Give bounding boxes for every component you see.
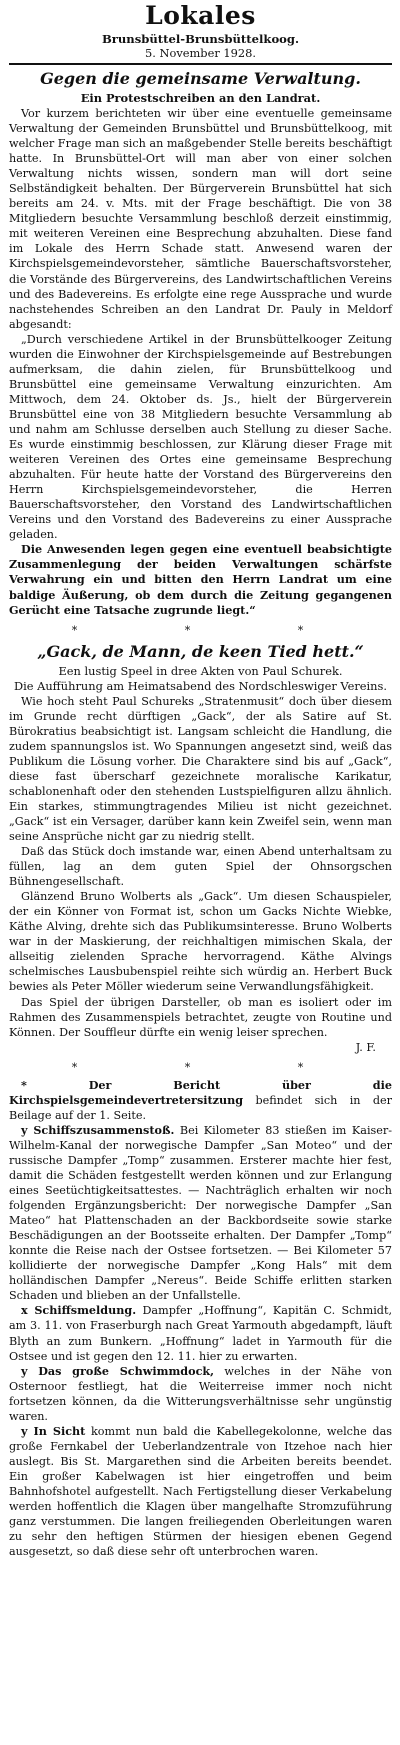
notice-item [9, 1078, 392, 1123]
notice-lead: y Das große Schwimmdock, [21, 1363, 215, 1378]
article2-deck: Een lustig Speel in dree Akten von Paul Schurek. [58, 663, 343, 678]
location-subhead: Brunsbüttel-Brunsbüttelkoog. [101, 32, 300, 46]
article2-paragraph: Glänzend Bruno Wolberts als „Gack“. Um diesen Schauspieler, der ein Könner von Format ist, schon um Gacks Nichte Wiebke, Käthe Alving, drehte sich das Publikumsinteresse. Bruno Wolberts war in der Maskierung, der reichhaltigen mimischen Skala, der allseitig zielenden Sprache hervorragend. Käthe Alvings schelmisches Lausbubenspiel reihte sich würdig an. Herbert Buck bewies als Peter Möller wiederum seine Verwandlungsfähigkeit. [9, 890, 392, 994]
article1-quote-paragraph: „Durch verschiedene Artikel in der Brunsbüttelkooger Zeitung wurden die Einwohner der Kirchspielsgemeinde auf Bestrebungen aufmerksam, die dahin zielen, für Brunsbüttelkoog und Brunsbüttel eine gemeinsame Verwaltung einzurichten. Am Mittwoch, dem 24. Oktober ds. Js., hielt der Bürgerverein Brunsbüttel eine von 38 Mitgliedern besuchte Versammlung ab und nahm am Schlusse derselben auch Stellung zu dieser Sache. Es wurde einstimmig beschlossen, zur Klärung dieser Frage mit weiteren Vereinen des Ortes eine gemeinsame Besprechung abzuhalten. Für heute hatte der Vorstand des Bürgervereins den Herrn Kirchspielsgemeindevorsteher, die Herren Bauerschaftsvorsteher, den Vorstand des Landwirtschaftlichen Vereins und den Vorstand des Badevereins zu einer Aussprache geladen. [9, 332, 392, 542]
section-masthead: Lokales [145, 1, 256, 30]
article2-subdeck: Die Aufführung am Heimatsabend des Nordschleswiger Vereins. [13, 678, 387, 693]
article-verwaltung [9, 69, 392, 618]
article1-paragraph: Vor kurzem berichteten wir über eine eventuelle gemeinsame Verwaltung der Gemeinden Brunsbüttel und Brunsbüttelkoog, mit welcher Frage man sich an maßgebender Stelle bereits beschäftigt hatte. In Brunsbüttel-Ort will man aber von einer solchen Verwaltung nichts wissen, sondern man will dort seine Selbständigkeit behalten. Der Bürgerverein Brunsbüttel hat sich bereits am 24. v. Mts. mit der Frage beschäftigt. Die von 38 Mitgliedern besuchte Versammlung beschloß derzeit einstimmig, mit weiteren Vereinen eine Besprechung abzuhalten. Diese fand im Lokale des Herrn Schade statt. Anwesend waren der Kirchspielsgemeindevorsteher, sämtliche Bauerschaftsvorsteher, die Vorstände des Bürgervereins, des Landwirtschaftlichen Vereins und des Badevereins. Es erfolgte eine rege Aussprache und wurde nachstehendes Schreiben an den Landrat Dr. Pauly in Meldorf abgesandt: [9, 107, 392, 331]
section-separator: * * * [71, 623, 356, 637]
notice-text: kommt nun bald die Kabellegekolonne, welche das große Fernkabel der Ueberlandzentrale von Itzehoe nach hier auslegt. Bis St. Margarethen sind die Arbeiten bereits beendet. Ein großer Kabelwagen ist hier eingetroffen und beim Bahnhofshotel aufgestellt. Nach Fertigstellung dieser Verkabelung werden hoffentlich die Klagen über mangelhafte Stromzuführung ganz verstummen. Die langen freiliegenden Oberleitungen waren zu sehr den heftigen Stürmen der hiesigen ebenen Gegend ausgesetzt, so daß diese sehr oft unterbrochen waren. [9, 1424, 392, 1559]
article2-signature: J. F. [355, 1040, 376, 1054]
notice-text: welches in der Nähe von Osternoor festliegt, hat die Weiterreise immer noch nicht fortsetzen können, da die Witterungsverhältnisse sehr ungünstig waren. [9, 1364, 392, 1423]
header-rule [9, 63, 392, 65]
article-theater-review [9, 642, 392, 1055]
article2-headline: „Gack, de Mann, de keen Tied hett.“ [37, 641, 364, 661]
notice-item [9, 1364, 392, 1424]
article2-paragraph: Wie hoch steht Paul Schureks „Stratenmusit“ doch über diesem im Grunde recht dürftigen „Gack“, der als Satire auf St. Bürokratius beabsichtigt ist. Langsam schleicht die Handlung, die zudem spannungslos ist. Wo Spannungen angesetzt sind, weiß das Publikum die Lösung vorher. Die Charaktere sind bis auf „Gack“, diese fast überscharf gezeichnete moralische Karikatur, schablonenhaft oder den stehenden Lustspielfiguren allzu ähnlich. Ein starkes, stimmungtragendes Milieu ist nicht gezeichnet. „Gack“ ist ein Versager, darüber kann kein Zweifel sein, wenn man seine Ansprüche nicht gar zu niedrig stellt. [9, 694, 392, 844]
notice-text: befindet sich in der Beilage auf der 1. Seite. [9, 1093, 392, 1122]
notice-lead: * Der Bericht über die Kirchspielsgemeindevertretersitzung [9, 1077, 392, 1107]
notice-lead: x Schiffsmeldung. [21, 1303, 137, 1318]
article2-paragraph: Das Spiel der übrigen Darsteller, ob man es isoliert oder im Rahmen des Zusammenspiels betrachtet, zeugte von Routine und Können. Der Souffleur dürfte ein wenig leiser sprechen. [9, 995, 392, 1039]
dateline: 5. November 1928. [145, 46, 256, 60]
local-notices [9, 1078, 392, 1560]
notice-text: Bei Kilometer 83 stießen im Kaiser-Wilhelm-Kanal der norwegische Dampfer „San Moteo“ und der russische Dampfer „Tomp“ zusammen. Ersterer machte hier fest, damit die Schäden festgestellt werden können und zur Erlangung eines Seetüchtigkeitsattestes. — Nachträglich erhalten wir noch folgenden Ergänzungsbericht: Der norwegische Dampfer „San Mateo“ hat Plattenschaden an der Backbordseite sowie starke Beschädigungen an der Bootsseite erhalten. Der Dampfer „Tomp“ konnte die Reise nach der Ostsee fortsetzen. — Bei Kilometer 57 kollidierte der norwegische Dampfer „Kong Hals“ mit dem holländischen Dampfer „Nereus“. Beide Schiffe erlitten starken Schaden und blieben an der Unfallstelle. [9, 1123, 393, 1303]
notice-item [9, 1303, 392, 1363]
article1-protest-paragraph: Die Anwesenden legen gegen eine eventuell beabsichtigte Zusammenlegung der beiden Verwaltungen schärfste Verwahrung ein und bitten den Herrn Landrat um eine baldige Äußerung, ob dem durch die Zeitung gegangenen Gerücht eine Tatsache zugrunde liegt.“ [9, 542, 392, 617]
notice-lead: y Schiffszusammenstoß. [21, 1122, 175, 1137]
notice-item [9, 1424, 392, 1559]
notice-lead: y In Sicht [21, 1423, 86, 1438]
article1-deck: Ein Protestschreiben an den Landrat. [80, 91, 321, 105]
notice-item [9, 1123, 392, 1304]
notice-text: Dampfer „Hoffnung“, Kapitän C. Schmidt, am 3. 11. von Fraserburgh nach Great Yarmouth abgedampft, läuft Blyth an zum Bunkern. „Hoffnung“ ladet in Yarmouth für die Ostsee und ist gegen den 12. 11. hier zu erwarten. [9, 1304, 392, 1363]
article2-paragraph: Daß das Stück doch imstande war, einen Abend unterhaltsam zu füllen, lag an dem guten Spiel der Ohnsorgschen Bühnengesellschaft. [9, 845, 392, 889]
section-separator: * * * [71, 1060, 356, 1074]
article1-headline: Gegen die gemeinsame Verwaltung. [40, 69, 361, 88]
